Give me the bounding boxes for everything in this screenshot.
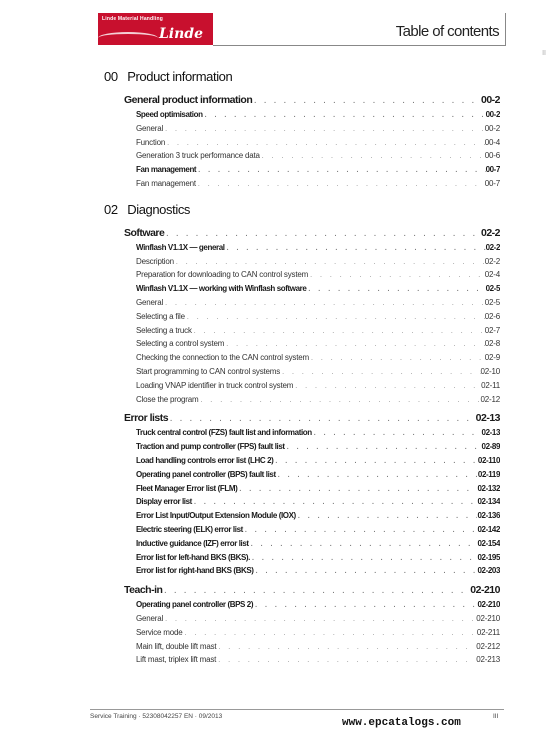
toc-item-label: Lift mast, triplex lift mast: [136, 655, 217, 665]
chapter-title: Diagnostics: [127, 201, 191, 217]
dot-leader: [254, 565, 478, 578]
toc-subsection[interactable]: [136, 523, 500, 537]
toc-item-label: Start programming to CAN control systems: [136, 366, 281, 376]
toc-subsection-page: 02-210: [477, 600, 500, 610]
toc-subsection-page: 02-13: [481, 428, 500, 438]
toc-item-label: Selecting a file: [136, 311, 185, 321]
toc-item[interactable]: [136, 351, 500, 365]
dot-leader: [249, 538, 478, 551]
toc-item[interactable]: [136, 653, 500, 667]
dot-leader: [243, 524, 478, 537]
toc-item-label: General: [136, 123, 164, 133]
dot-leader: [306, 283, 485, 296]
toc-section-label: General product information: [124, 94, 253, 106]
dot-leader: [276, 469, 478, 482]
toc-item-label: Loading VNAP identifier in truck control system: [136, 380, 294, 390]
toc-subsection-page: 02-119: [477, 469, 500, 479]
toc-section[interactable]: [124, 410, 500, 426]
toc-section-page: 00-2: [480, 94, 500, 106]
toc-subsection-label: Speed optimisation: [136, 110, 203, 119]
toc-subsection-page: 02-203: [477, 566, 500, 576]
dot-leader: [162, 584, 470, 598]
toc-item-page: 02-210: [476, 613, 500, 623]
toc-item-page: 02-8: [484, 339, 500, 349]
toc-subsection-label: Operating panel controller (BPS 2): [136, 600, 254, 610]
toc-subsection-page: 02-132: [477, 483, 500, 493]
chapter-title: Product information: [127, 69, 233, 84]
toc-subsection[interactable]: [136, 551, 500, 565]
toc-item[interactable]: [136, 136, 500, 150]
toc-subsection-label: Winflash V1.1X — general: [136, 242, 225, 252]
toc-item-page: 02-5: [484, 297, 500, 307]
dot-leader: [163, 613, 476, 626]
toc-subsection-label: Truck central control (FZS) fault list and information: [136, 428, 312, 438]
toc-item-page: 02-7: [484, 325, 500, 335]
toc-item[interactable]: [136, 122, 500, 136]
toc-item-label: Generation 3 truck performance data: [136, 151, 260, 161]
toc-item-page: 02-9: [484, 353, 500, 363]
dot-leader: [192, 496, 478, 509]
toc-subsection-page: 02-195: [477, 552, 500, 562]
toc-item-page: 00-4: [484, 137, 500, 147]
logo-brand-text: Linde: [158, 26, 203, 42]
toc-item-label: Function: [136, 137, 166, 147]
watermark: www.epcatalogs.com: [342, 717, 461, 729]
toc-subsection[interactable]: [136, 440, 500, 454]
dot-leader: [168, 412, 476, 426]
linde-logo: [98, 13, 213, 45]
toc-subsection[interactable]: [136, 564, 500, 578]
toc-item[interactable]: [136, 379, 500, 393]
dot-leader: [280, 366, 480, 379]
toc-item[interactable]: [136, 365, 500, 379]
toc-subsection-page: 02-134: [477, 497, 500, 507]
toc-subsection-label: Electric steering (ELK) error list: [136, 524, 243, 534]
footer-info: Service Training · 52308042257 EN · 09/2013: [90, 713, 223, 720]
header-bar: [213, 13, 506, 46]
toc-subsection-label: Error list for right-hand BKS (BKS): [136, 566, 254, 576]
dot-leader: [293, 380, 481, 393]
page-title: Table of contents: [395, 23, 499, 40]
footer-page-number: III: [493, 713, 499, 720]
toc-item-page: 02-212: [476, 641, 500, 651]
toc-item[interactable]: [136, 268, 500, 282]
toc-item[interactable]: [136, 310, 500, 324]
toc-subsection-label: Fan management: [136, 165, 197, 175]
toc-subsection-page: 02-2: [485, 242, 500, 252]
toc-section-page: 02-2: [480, 226, 500, 239]
dot-leader: [196, 178, 485, 191]
toc-subsection[interactable]: [136, 537, 500, 551]
toc-item[interactable]: [136, 296, 500, 310]
dot-leader: [163, 297, 485, 310]
toc-subsection-page: 02-142: [477, 524, 500, 534]
toc-item[interactable]: [136, 255, 500, 269]
dot-leader: [198, 394, 480, 407]
dot-leader: [250, 552, 477, 565]
chapter-number: 00: [104, 69, 118, 84]
toc-item[interactable]: [136, 177, 500, 191]
dot-leader: [296, 510, 478, 523]
chapter-number: 02: [104, 201, 118, 217]
toc-section-page: 02-13: [475, 412, 500, 425]
toc-item-label: Selecting a control system: [136, 339, 225, 349]
dot-leader: [309, 352, 485, 365]
toc-subsection-label: Inductive guidance (IZF) error list: [136, 538, 249, 548]
toc-item-page: 00-7: [484, 178, 500, 188]
toc-item-label: Fan management: [136, 178, 196, 188]
toc-item[interactable]: [136, 626, 500, 640]
toc-subsection-label: Fleet Manager Error list (FLM): [136, 483, 238, 493]
toc-subsection[interactable]: [136, 108, 500, 122]
toc-section[interactable]: [124, 225, 500, 241]
footer-divider: [90, 709, 504, 710]
chapter-heading: [104, 66, 500, 88]
toc-subsection[interactable]: [136, 509, 500, 523]
toc-item-label: General: [136, 613, 164, 623]
toc-item-label: Service mode: [136, 627, 183, 637]
dot-leader: [165, 137, 485, 150]
toc-subsection[interactable]: [136, 163, 500, 177]
toc-item-page: 02-11: [481, 380, 500, 390]
dot-leader: [174, 256, 485, 269]
toc-subsection-label: Traction and pump controller (FPS) fault list: [136, 442, 285, 452]
toc-item-page: 02-6: [484, 311, 500, 321]
toc-item[interactable]: [136, 324, 500, 338]
toc-section[interactable]: [124, 92, 500, 108]
logo-swoosh-icon: [98, 32, 158, 44]
table-of-contents: [104, 66, 500, 667]
toc-item[interactable]: [136, 612, 500, 626]
toc-subsection-label: Load handling controls error list (LHC 2): [136, 455, 274, 465]
dot-leader: [185, 311, 485, 324]
toc-item-page: 00-6: [484, 151, 500, 161]
toc-item-label: Preparation for downloading to CAN control system: [136, 270, 309, 280]
toc-item-label: General: [136, 297, 164, 307]
dot-leader: [163, 123, 485, 136]
toc-item-label: Main lift, double lift mast: [136, 641, 217, 651]
toc-subsection[interactable]: [136, 454, 500, 468]
chapter-heading: [104, 199, 500, 221]
toc-item[interactable]: [136, 337, 500, 351]
toc-item-page: 02-213: [476, 655, 500, 665]
toc-subsection[interactable]: [136, 468, 500, 482]
dot-leader: [164, 227, 481, 241]
toc-item-page: 02-12: [480, 394, 500, 404]
toc-item-page: 02-2: [484, 256, 500, 266]
dot-leader: [203, 109, 486, 122]
logo-company-text: Linde Material Handling: [102, 16, 163, 22]
toc-section[interactable]: [124, 582, 500, 598]
toc-section-label: Teach-in: [124, 584, 163, 597]
dot-leader: [196, 164, 485, 177]
toc-subsection-page: 02-136: [477, 511, 500, 521]
toc-item-page: 00-2: [484, 123, 500, 133]
toc-section-page: 02-210: [470, 584, 500, 597]
toc-item-label: Checking the connection to the CAN control system: [136, 353, 309, 363]
toc-item[interactable]: [136, 640, 500, 654]
toc-subsection-page: 02-154: [477, 538, 500, 548]
dot-leader: [216, 641, 476, 654]
toc-subsection-page: 00-7: [485, 165, 500, 175]
toc-section-label: Error lists: [124, 412, 169, 425]
toc-subsection[interactable]: [136, 426, 500, 440]
toc-subsection[interactable]: [136, 282, 500, 296]
toc-subsection[interactable]: [136, 241, 500, 255]
dot-leader: [237, 483, 477, 496]
toc-item-label: Description: [136, 256, 174, 266]
dot-leader: [253, 599, 477, 612]
toc-subsection-label: Winflash V1.1X — working with Winflash software: [136, 284, 307, 294]
page-number-roman: II: [542, 50, 546, 57]
dot-leader: [216, 654, 476, 667]
toc-item-label: Close the program: [136, 394, 199, 404]
toc-subsection[interactable]: [136, 598, 500, 612]
toc-item-page: 02-10: [480, 366, 500, 376]
toc-item[interactable]: [136, 393, 500, 407]
dot-leader: [224, 338, 485, 351]
toc-subsection-page: 02-110: [477, 455, 500, 465]
dot-leader: [225, 242, 486, 255]
chapter-spacer: [104, 191, 500, 199]
toc-subsection-label: Operating panel controller (BPS) fault list: [136, 469, 276, 479]
toc-item[interactable]: [136, 149, 500, 163]
toc-subsection[interactable]: [136, 482, 500, 496]
toc-item-page: 02-4: [484, 270, 500, 280]
toc-subsection[interactable]: [136, 495, 500, 509]
toc-section-label: Software: [124, 226, 165, 239]
toc-subsection-label: Display error list: [136, 497, 192, 507]
dot-leader: [183, 627, 477, 640]
dot-leader: [252, 94, 481, 108]
toc-subsection-page: 02-89: [481, 442, 500, 452]
toc-subsection-page: 00-2: [485, 110, 500, 119]
dot-leader: [273, 455, 478, 468]
toc-subsection-page: 02-5: [485, 284, 500, 294]
toc-subsection-label: Error List Input/Output Extension Module (IOX): [136, 511, 296, 521]
toc-item-page: 02-211: [476, 627, 500, 637]
dot-leader: [312, 427, 482, 440]
toc-subsection-label: Error list for left-hand BKS (BKS).: [136, 552, 251, 562]
dot-leader: [285, 441, 482, 454]
toc-item-label: Selecting a truck: [136, 325, 192, 335]
dot-leader: [192, 325, 485, 338]
dot-leader: [260, 150, 485, 163]
dot-leader: [308, 269, 485, 282]
